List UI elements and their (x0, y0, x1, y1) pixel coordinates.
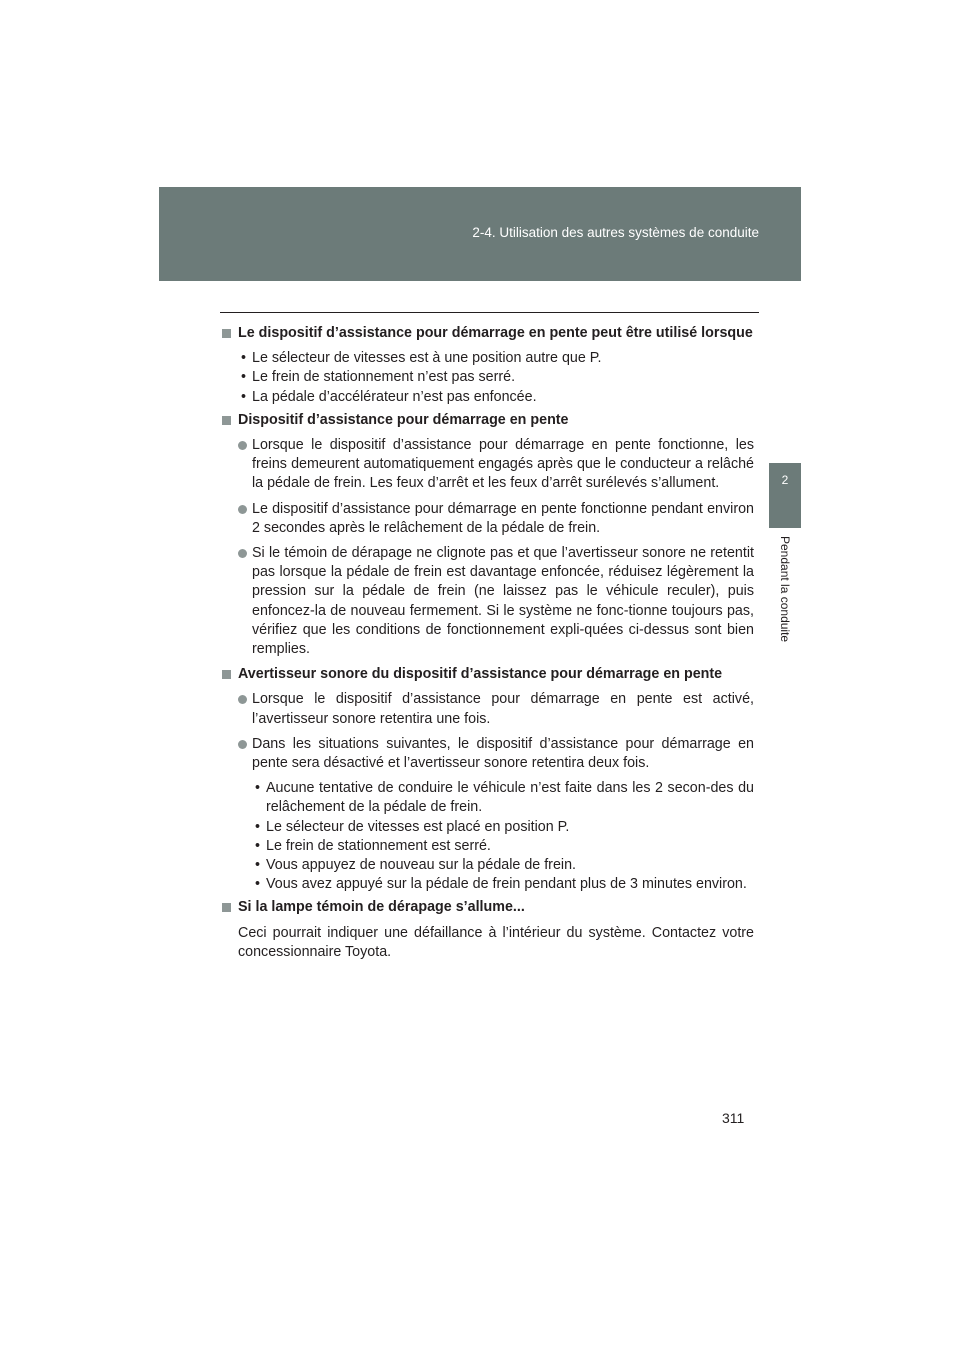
list-item: Dans les situations suivantes, le dispositif d’assistance pour démarrage en pente sera désactivé et l’avertisseur sonore retentira deux fois. (222, 735, 754, 773)
square-bullet-icon (222, 903, 231, 912)
page-content (222, 320, 754, 962)
square-bullet-icon (222, 670, 231, 679)
list-item: • Le sélecteur de vitesses est à une position autre que P. (241, 350, 602, 367)
list-item: Si le témoin de dérapage ne clignote pas et que l’avertisseur sonore ne retentit pas lorsque la pédale de frein est davantage enfoncée, réduisez légèrement la pression sur la pédale de frein (ne laissez pas le véhicule reculer), puis enfoncez-la de nouveau fermement. Si le système ne fonc-tionne toujours pas, vérifiez que les conditions de fonctionnement expli-quées ci-dessus sont bien remplies. (222, 544, 754, 659)
list-item: Lorsque le dispositif d’assistance pour démarrage en pente fonctionne, les freins demeurent automatiquement engagés après que le conducteur a relâché la pédale de frein. Les feux d’arrêt et les feux d’arrêt surélevés s’allument. (222, 436, 754, 494)
square-bullet-icon (222, 329, 231, 338)
list-item: • Le sélecteur de vitesses est placé en position P. (255, 818, 570, 835)
section-heading: Le dispositif d’assistance pour démarrage en pente peut être utilisé lorsque (222, 324, 754, 343)
list-item: Lorsque le dispositif d’assistance pour démarrage en pente est activé, l’avertisseur sonore retentira une fois. (222, 690, 754, 728)
circle-bullet-icon (238, 549, 247, 558)
chapter-tab-label: Pendant la conduite (778, 536, 792, 643)
list-item: • Vous appuyez de nouveau sur la pédale de frein. (255, 857, 576, 874)
section-heading: Avertisseur sonore du dispositif d’assistance pour démarrage en pente (222, 665, 754, 684)
page-number: 311 (722, 1110, 745, 1126)
list-item: • Le frein de stationnement n’est pas serré. (241, 369, 516, 386)
square-bullet-icon (222, 416, 231, 425)
circle-bullet-icon (238, 505, 247, 514)
list-item: • Vous avez appuyé sur la pédale de frein pendant plus de 3 minutes environ. (255, 876, 747, 893)
circle-bullet-icon (238, 695, 247, 704)
paragraph: Ceci pourrait indiquer une défaillance à l’intérieur du système. Contactez votre concessionnaire Toyota. (238, 924, 754, 960)
list-item: • Aucune tentative de conduire le véhicule n’est faite dans les 2 secon-des du relâchement de la pédale de frein. (255, 780, 754, 816)
section-heading: Dispositif d’assistance pour démarrage en pente (222, 411, 754, 430)
chapter-title: 2-4. Utilisation des autres systèmes de conduite (472, 225, 759, 240)
circle-bullet-icon (238, 740, 247, 749)
circle-bullet-icon (238, 441, 247, 450)
header-band (159, 187, 801, 281)
chapter-tab (769, 463, 801, 528)
list-item: • La pédale d’accélérateur n’est pas enfoncée. (241, 388, 537, 405)
list-item: • Le frein de stationnement est serré. (255, 837, 491, 854)
section-heading: Si la lampe témoin de dérapage s’allume... (222, 898, 754, 917)
list-item: Le dispositif d’assistance pour démarrage en pente fonctionne pendant environ 2 secondes après le relâchement de la pédale de frein. (222, 500, 754, 538)
header-rule (220, 312, 759, 313)
chapter-tab-number: 2 (781, 473, 789, 487)
